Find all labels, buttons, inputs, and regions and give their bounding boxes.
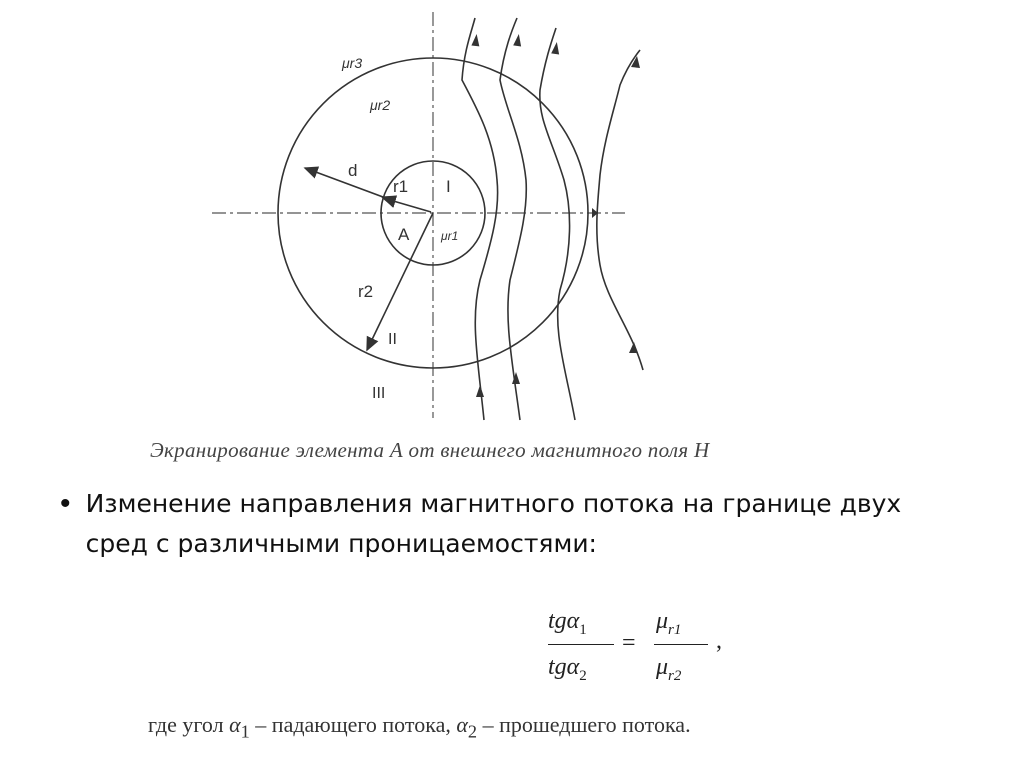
fraction-bar-left xyxy=(548,644,614,645)
bullet-text: Изменение направления магнитного потока на границе двух сред с различными проницаемостями: xyxy=(85,489,902,558)
a-label: A xyxy=(398,225,410,244)
r1-radius-arrow xyxy=(383,198,431,212)
formula-explanation: где угол $\alpha_1$ – падающего потока, $\alpha_2$ – прошедшего потока. xyxy=(148,712,691,742)
formula-comma: , xyxy=(716,628,722,654)
field-arrowhead-3 xyxy=(551,42,561,55)
equals-sign: = xyxy=(622,630,636,656)
r1-label: r1 xyxy=(393,177,409,196)
mu-r3-label: μr3 xyxy=(342,55,363,71)
field-arrowhead-5 xyxy=(476,385,484,397)
field-arrowhead-1 xyxy=(471,34,480,47)
fraction-bar-right xyxy=(654,644,708,645)
numerator-left: tgα$_1$ xyxy=(548,608,587,638)
d-dimension-arrow xyxy=(305,168,383,197)
d-label: d xyxy=(348,161,358,180)
numerator-right: $\mu_{r1}$ xyxy=(656,608,682,638)
r2-label: r2 xyxy=(358,282,374,301)
figure-caption: Экранирование элемента А от внешнего магнитного поля Н xyxy=(150,438,710,462)
field-line-2 xyxy=(500,18,526,420)
field-line-1 xyxy=(462,18,498,420)
mu-r1-label: μr1 xyxy=(441,229,459,243)
field-arrowhead-2 xyxy=(513,34,523,47)
field-arrowhead-7 xyxy=(629,342,638,353)
denominator-left: tgα$_2$ xyxy=(548,654,587,684)
mu-r2-label: μr2 xyxy=(370,97,391,113)
region-iii-label: III xyxy=(372,385,386,402)
field-line-3 xyxy=(540,28,575,420)
permeability-formula xyxy=(548,602,748,702)
region-i-label: I xyxy=(446,177,451,196)
field-line-4 xyxy=(597,50,643,370)
bullet-symbol: • xyxy=(60,487,71,520)
bullet-item xyxy=(60,484,940,564)
region-ii-label: II xyxy=(388,331,397,348)
denominator-right: $\mu_{r2}$ xyxy=(656,654,682,684)
